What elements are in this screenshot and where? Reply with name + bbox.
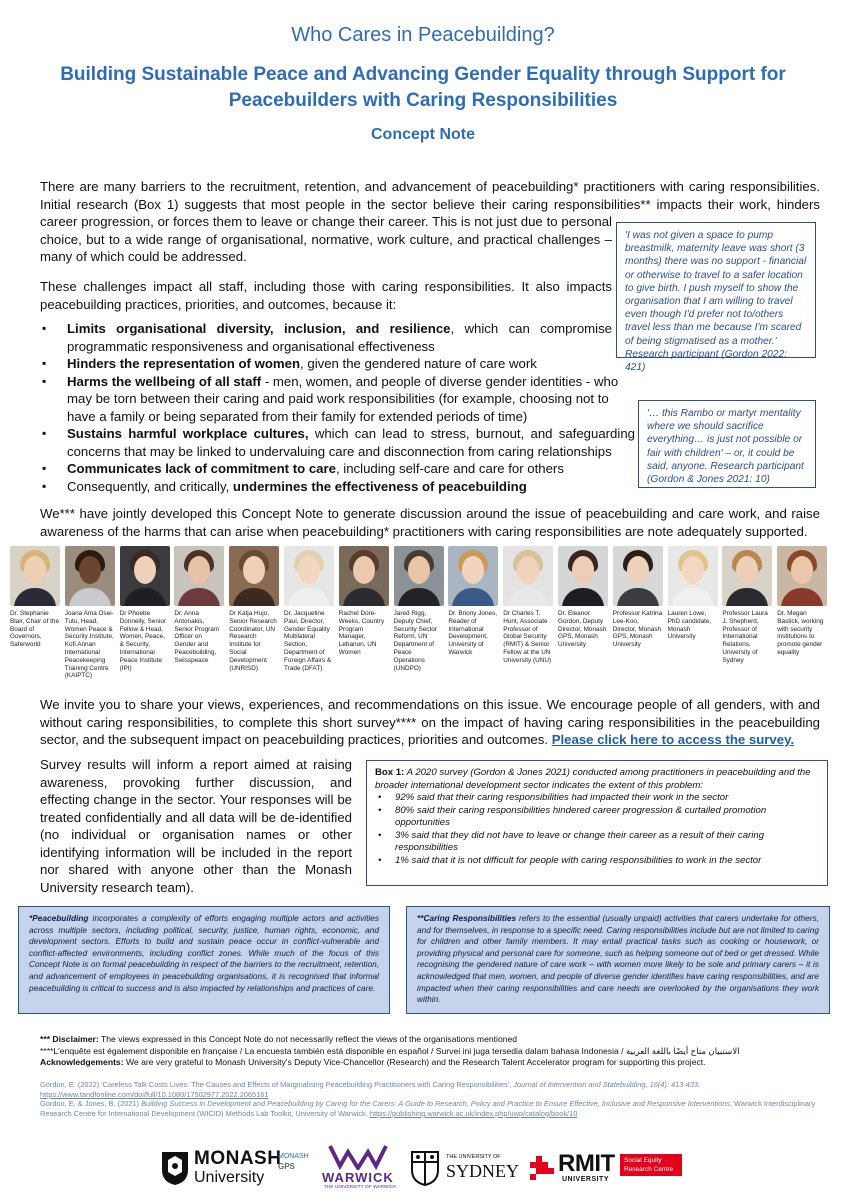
contributor-photo: [394, 546, 444, 606]
contributor-card: [174, 546, 224, 665]
rmit-wordmark: RMIT: [558, 1150, 615, 1177]
contributor-photo: [284, 546, 334, 606]
peacebuilding-definition-box: [18, 906, 390, 1014]
box-1-item: • 1% said that it is not difficult for people with caring responsibilities to work in the sector: [375, 855, 819, 868]
box-1-intro-text: A 2020 survey (Gordon & Jones 2021) conducted among practitioners in peacebuilding and the broader international development sector indicates the extent of this problem:: [375, 767, 811, 791]
warwick-sub: THE UNIVERSITY OF WARWICK: [324, 1185, 397, 1190]
warwick-wordmark: WARWICK: [322, 1170, 394, 1185]
contributor-card: [65, 546, 115, 680]
page-title: Who Cares in Peacebuilding?: [291, 24, 555, 46]
contributor-card: [229, 546, 279, 672]
bullet-text: which can lead to stress, burnout, and safeguarding concerns that may be linked to undervaluing care and disconnection from caring relationships: [67, 426, 635, 459]
bullet-bold: undermines the effectiveness of peacebuilding: [232, 478, 527, 494]
disclaimer: [40, 1034, 820, 1046]
caring-responsibilities-definition-box: [406, 906, 830, 1014]
contributor-card: [10, 546, 60, 649]
survey-link[interactable]: Please click here to access the survey.: [551, 732, 795, 747]
box-1-intro: [375, 767, 819, 792]
contributor-name: Rachel Dore-Weeks, Country Program Manager, Lebanon, UN Women: [338, 610, 385, 656]
rmit-tag-line-1: Social Equity: [624, 1157, 662, 1164]
ref-1-text: Gordon, E. (2022) 'Careless Talk Costs Lives: The Causes and Effects of Marginalising Peacebuilding Practitioners with Caring Responsibilities',: [40, 1080, 514, 1089]
bullet-item: [40, 373, 627, 426]
ref-2-title: Building Success in Development and Peacebuilding by Caring for the Carers: A Guide to Research, Policy and Practice to Ensure Effective, Inclusive and Responsive Interventions: [141, 1099, 731, 1109]
contributor-name: Dr. Eleanor Gordon, Deputy Director, Monash GPS, Monash University: [558, 610, 607, 649]
caring-term: **Caring Responsibilities: [417, 913, 517, 923]
caring-definition: refers to the essential (usually unpaid) activities that carers undertake for others, and for themselves, in response to a specific need. Caring responsibilities include but are not limited to caring for children and other family members. It may entail practical tasks such as cooking or housework, or providing physical and personal care for someone, such as helping someone out of bed or get dressed. While recognising the gendered nature of care work – with women more likely to be sole and primary carers – it is acknowledged that men, women, and people of diverse gender identifies have caring responsibilities, and are impacted when their caring responsibilities and care needs are overlooked by the organisations they work within.: [417, 913, 819, 1005]
rmit-research-tag: [620, 1154, 682, 1176]
contributor-name: Dr Charles T. Hunt, Associate Professor of Global Security (RMIT) & Senior Fellow at the UN University (UNU): [503, 610, 552, 664]
contributor-card: [613, 546, 663, 649]
contributor-photo: [777, 546, 827, 606]
contributor-card: [558, 546, 608, 649]
contributor-name: Dr. Anna Antonakis, Senior Program Officer on Gender and Peacebuilding, Swisspeace: [174, 610, 220, 664]
contributor-card: [284, 546, 334, 672]
invite-paragraph: [40, 696, 820, 749]
box-1-item: • 92% said that their caring responsibilities had impacted their work in the sector: [375, 792, 819, 805]
sydney-pre: THE UNIVERSITY OF: [446, 1154, 501, 1160]
bullet-item: [40, 425, 635, 460]
contributor-card: [120, 546, 170, 672]
acknowledgements: [40, 1057, 820, 1069]
warwick-emblem-icon: [328, 1142, 388, 1170]
reference-1: [40, 1080, 820, 1090]
box-1-label: Box 1:: [375, 767, 405, 778]
sydney-crest-icon: [410, 1150, 440, 1186]
intro-paragraph-top: [40, 178, 820, 213]
reference-2: [40, 1099, 820, 1118]
contributor-photo: [668, 546, 718, 606]
contributor-photo: [10, 546, 60, 606]
contributor-name: Jared Rigg, Deputy Chief, Security Sector Reform, UN Department of Peace Operations (UNDPO): [393, 610, 437, 672]
contributor-photo: [613, 546, 663, 606]
monash-crest-icon: [160, 1150, 190, 1186]
contributor-photo: [174, 546, 224, 606]
monash-gps-label-2: GPS: [278, 1162, 295, 1171]
box-1-item: • 80% said their caring responsibilities hindered career progression & curtailed promotion opportunities: [375, 805, 819, 830]
monash-logo: [160, 1142, 310, 1192]
document-type-heading: Concept Note: [371, 126, 475, 143]
sydney-wordmark: SYDNEY: [446, 1161, 520, 1181]
rmit-logo: [530, 1142, 690, 1192]
contributor-photo: [503, 546, 553, 606]
contributor-card: [722, 546, 772, 665]
contributor-name: Dr. Megan Bastick, working with security institutions to promote gender equality: [777, 610, 824, 656]
bullet-text: , given the gendered nature of care work: [300, 356, 537, 371]
contributor-photo: [65, 546, 115, 606]
contributor-card: [777, 546, 827, 657]
contributor-card: [394, 546, 444, 672]
peacebuilding-definition: incorporates a complexity of efforts engaging multiple actors and activities across multiple sectors, including political, security, justice, human rights, economic, and development sectors. Efforts to build and sustain peace occur in conflict-vulnerable and conflict-affected environments, including conflict zones. While much of the focus of this Concept Note is on formal peacebuilding in respect of the barriers to the recruitment, retention, and advancement of employees in peacebuilding organisations, it is recognised that informal peacebuilding is critical to success and is also impacted by relationships and practices of care.: [29, 913, 379, 993]
contributor-photo: [229, 546, 279, 606]
partner-logos: [0, 1142, 846, 1194]
language-note: ****L'enquête est également disponible en française / La encuesta también está disponible en español / Survei ini juga tersedia dalam bahasa Indonesia / الاستبيان متاح أيضًا باللغة العربية: [40, 1045, 740, 1056]
contributor-photo: [339, 546, 389, 606]
contributor-name: Lauren Lowe, PhD candidate, Monash University: [667, 610, 712, 641]
footnotes: [40, 1034, 820, 1069]
peacebuilding-term: *Peacebuilding: [29, 913, 89, 923]
research-quote-2: '… this Rambo or martyr mentality where we should sacrifice everything… is just not possible or fair with children' – or, it could be said, anyone. Research participant (Gordon & Jones 2021: 10): [638, 400, 816, 488]
ref-1-link[interactable]: https://www.tandfonline.com/doi/full/10.1080/17502977.2022.2065161: [40, 1089, 269, 1099]
contributor-name: Professor Laura J. Shepherd, Professor of International Relations, University of Sydney: [722, 610, 768, 664]
intro-paragraph-rest: career progression, or forces them to leave or change their career. This is not just due to personal choice, but to a wide range of organisational, normative, work culture, and practical challenges – many of which could be addressed.: [40, 214, 612, 264]
contributor-name: Professor Katrina Lee-Koo, Director, Monash GPS, Monash University: [612, 610, 663, 649]
box-1-item: • 3% said that they did not have to leave or change their career as a result of their caring responsibilities: [375, 830, 819, 855]
ack-text: We are very grateful to Monash University's Deputy Vice-Chancellor (Research) and the Research Talent Accelerator program for supporting this project.: [123, 1057, 706, 1067]
disclaimer-text: The views expressed in this Concept Note do not necessarily reflect the views of the organisations mentioned: [98, 1034, 518, 1044]
survey-results-paragraph: Survey results will inform a report aimed at raising awareness, provoking further discussion, and effecting change in the sector. Your responses will be treated confidentially and all data will be de-identified (no individual or organisation names or other identifying information will be included in the report nor shared with anyone other than the Monash University research team).: [40, 757, 352, 895]
disclaimer-label: *** Disclaimer:: [40, 1034, 99, 1044]
bullet-bold: Hinders the representation of women: [67, 356, 301, 371]
rmit-tag-line-2: Research Centre: [624, 1166, 674, 1173]
bullet-item: [40, 320, 612, 355]
ack-label: Acknowledgements:: [40, 1057, 124, 1067]
contributor-card: [668, 546, 718, 641]
box-1-list: [375, 792, 819, 867]
bullet-text: , which can compromise programmatic responsiveness and organisational effectiveness: [67, 321, 612, 354]
bullet-text: - men, women, and people of diverse gender identities - who may be torn between their caring and paid work responsibilities (for example, choosing not to have a family or being separated from their family for extended periods of time): [67, 373, 619, 424]
intro-line-1: There are many barriers to the recruitment, retention, and advancement of peacebuilding* practitioners with caring responsibilities.: [40, 179, 820, 194]
contributor-name: Joana Ama Osei-Tutu, Head, Women Peace & Security Institute, Kofi Annan International Peacekeeping Training Centre (KAIPTC): [64, 610, 114, 680]
contributor-photo: [448, 546, 498, 606]
ref-2-publisher: , Warwick Interdisciplinary Research Centre for International Development (WICID) Methods Lab Toolkit, University of Warwick.: [40, 1099, 816, 1118]
research-quote-1: 'I was not given a space to pump breastmilk, maternity leave was short (3 months) there was no support - financial or otherwise to travel to a safer location to give birth. I push myself to show the organisation that I am willing to travel even though I'd prefer not to/others travel less than me because I'm scared of being stigmatised as a mother.' Research participant (Gordon 2022: 421): [616, 222, 816, 358]
rmit-sub: UNIVERSITY: [562, 1176, 610, 1183]
invite-text: We invite you to share your views, experiences, and recommendations on this issue. We encourage people of all genders, with and without caring responsibilities, to complete this short survey**** on the impact of having caring responsibilities in the peacebuilding sector, and the subsequent impact on peacebuilding practices, priorities and outcomes.: [40, 697, 820, 747]
contributor-card: [448, 546, 498, 657]
contributor-photo: [120, 546, 170, 606]
warwick-logo: [318, 1142, 398, 1192]
contributor-name: Dr Katja Hujo, Senior Research Coordinator, UN Research Institute for Social Development (UNRISD): [229, 610, 277, 672]
ref-2-link[interactable]: https://publishing.warwick.ac.uk/index.php/uwp/catalog/book/10: [369, 1108, 578, 1118]
box-1-survey-stats: [366, 760, 828, 886]
intro-line-2: Initial research (Box 1) suggests that most people in the sector believe their caring responsibilities** impacts their work, hinders: [40, 196, 820, 212]
bullet-text: Consequently, and critically,: [67, 478, 233, 494]
monash-gps-label-1: MONASH: [278, 1153, 309, 1160]
bullet-bold: Communicates lack of commitment to care: [67, 461, 336, 476]
developed-paragraph: We*** have jointly developed this Concept Note to generate discussion around the issue of peacebuilding and care work, and raise awareness of the harms that can arise when peacebuilding* practitioners with caring responsibilities are note adequately supported.: [40, 506, 820, 539]
contributor-name: Dr. Stephanie Blair, Chair of the Board of Governors, Saferworld: [10, 610, 60, 649]
bullet-bold: Harms the wellbeing of all staff: [67, 373, 262, 389]
contributor-card: [503, 546, 553, 665]
contributor-name: Dr Phoebe Donnelly, Senior Fellow & Head, Women, Peace, & Security, International Peace Institute (IPI): [119, 610, 167, 672]
contributor-name: Dr. Briony Jones, Reader of International Development, University of Warwick: [448, 610, 498, 656]
ref-1-journal: Journal of Intervention and Statebuilding, 16(4): 413-433.: [513, 1080, 701, 1089]
monash-sub: University: [194, 1169, 265, 1186]
monash-wordmark: MONASH: [194, 1148, 282, 1169]
bullet-bold: Limits organisational diversity, inclusion, and resilience: [67, 321, 451, 336]
contributor-name: Dr. Jacqueline Paul, Director, Gender Equality Multilateral Section, Department of Foreign Affairs & Trade (DFAT): [284, 610, 332, 672]
sydney-logo: [410, 1142, 520, 1192]
contributor-card: [339, 546, 389, 657]
contributor-photo: [722, 546, 772, 606]
ref-2-text: Gordon, E. & Jones, B. (2021): [40, 1099, 142, 1109]
rmit-pixel-icon: [530, 1156, 556, 1182]
bullet-text: , including self-care and care for others: [335, 461, 564, 476]
impact-intro: These challenges impact all staff, including those with caring responsibilities. It also impacts peacebuilding practices, priorities, and outcomes, because it:: [40, 279, 612, 312]
page-subtitle: Building Sustainable Peace and Advancing Gender Equality through Support for Peacebuilders with Caring Responsibilities: [60, 64, 786, 111]
bullet-item: [40, 355, 812, 373]
bullet-bold: Sustains harmful workplace cultures,: [67, 426, 309, 441]
references: [40, 1080, 820, 1118]
contributor-photo: [558, 546, 608, 606]
